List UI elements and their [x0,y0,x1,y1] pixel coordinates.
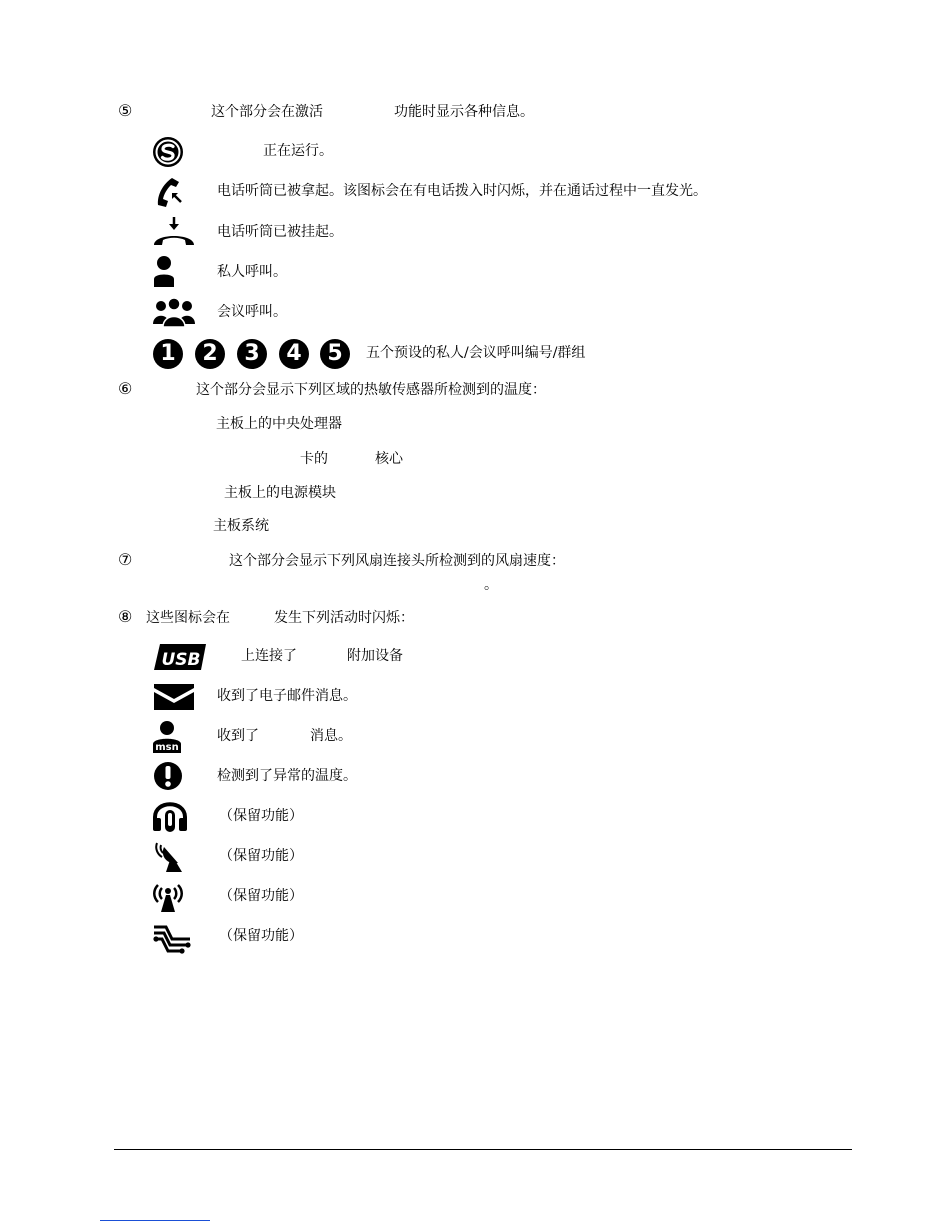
reserved-text-2: （保留功能） [219,848,303,864]
handset-lifted-icon [152,175,196,209]
headphones-icon [152,800,196,834]
section-6-desc: 这个部分会显示下列区域的热敏传感器所检测到的温度： [196,382,546,398]
footer-divider [114,1149,852,1150]
antenna-icon [152,880,196,914]
satellite-dish-icon [152,840,196,874]
preset-5-badge: 5 [320,339,350,369]
section-5-number: ⑤ [118,101,133,120]
usb-text-b: 附加设备 [347,648,403,664]
email-icon [152,680,196,714]
section-7-desc: 这个部分会显示下列风扇连接头所检测到的风扇速度： [229,553,565,569]
s-logo-icon [152,136,196,170]
reserved-text-1: （保留功能） [219,808,303,824]
preset-3-badge: 3 [237,339,267,369]
footer-underline [100,1220,210,1221]
handset-hung-icon [152,215,196,249]
temp-power: 主板上的电源模块 [224,485,336,501]
preset-2-badge: 2 [195,339,225,369]
person-text: 私人呼叫。 [217,264,287,280]
preset-text: 五个预设的私人/会议呼叫编号/群组 [366,345,586,361]
group-text: 会议呼叫。 [217,304,287,320]
group-icon [152,296,196,330]
reserved-text-3: （保留功能） [219,888,303,904]
temp-card: 卡的 [300,451,328,467]
email-text: 收到了电子邮件消息。 [217,688,357,704]
section-8-desc-b: 发生下列活动时闪烁： [274,610,414,626]
section-5-desc-a: 这个部分会在激活 [211,104,323,120]
handset-hung-text: 电话听筒已被挂起。 [217,224,343,240]
usb-icon-label: USB [161,650,201,670]
network-icon [152,920,196,954]
person-icon [152,255,196,289]
reserved-text-4: （保留功能） [219,928,303,944]
section-7-dot: 。 [484,577,498,593]
temp-system: 主板系统 [213,518,269,534]
usb-text-a: 上连接了 [241,648,297,664]
msn-icon [152,720,196,754]
preset-4-badge: 4 [279,339,309,369]
msn-text-b: 消息。 [310,728,352,744]
alert-text: 检测到了异常的温度。 [217,768,357,784]
usb-icon [152,640,208,674]
preset-1-badge: 1 [153,339,183,369]
handset-lifted-text: 电话听筒已被拿起。该图标会在有电话拨入时闪烁，并在通话过程中一直发光。 [217,183,707,199]
msn-text-a: 收到了 [217,728,259,744]
msn-icon-label: msn [155,742,179,753]
temp-cpu: 主板上的中央处理器 [216,416,342,432]
section-6-number: ⑥ [118,379,133,398]
section-5-desc-b: 功能时显示各种信息。 [394,104,534,120]
section-8-desc-a: 这些图标会在 [146,610,230,626]
alert-icon [152,760,196,794]
s-logo-text: 正在运行。 [263,143,333,159]
section-7-number: ⑦ [118,550,133,569]
temp-core: 核心 [375,451,403,467]
section-8-number: ⑧ [118,607,133,626]
